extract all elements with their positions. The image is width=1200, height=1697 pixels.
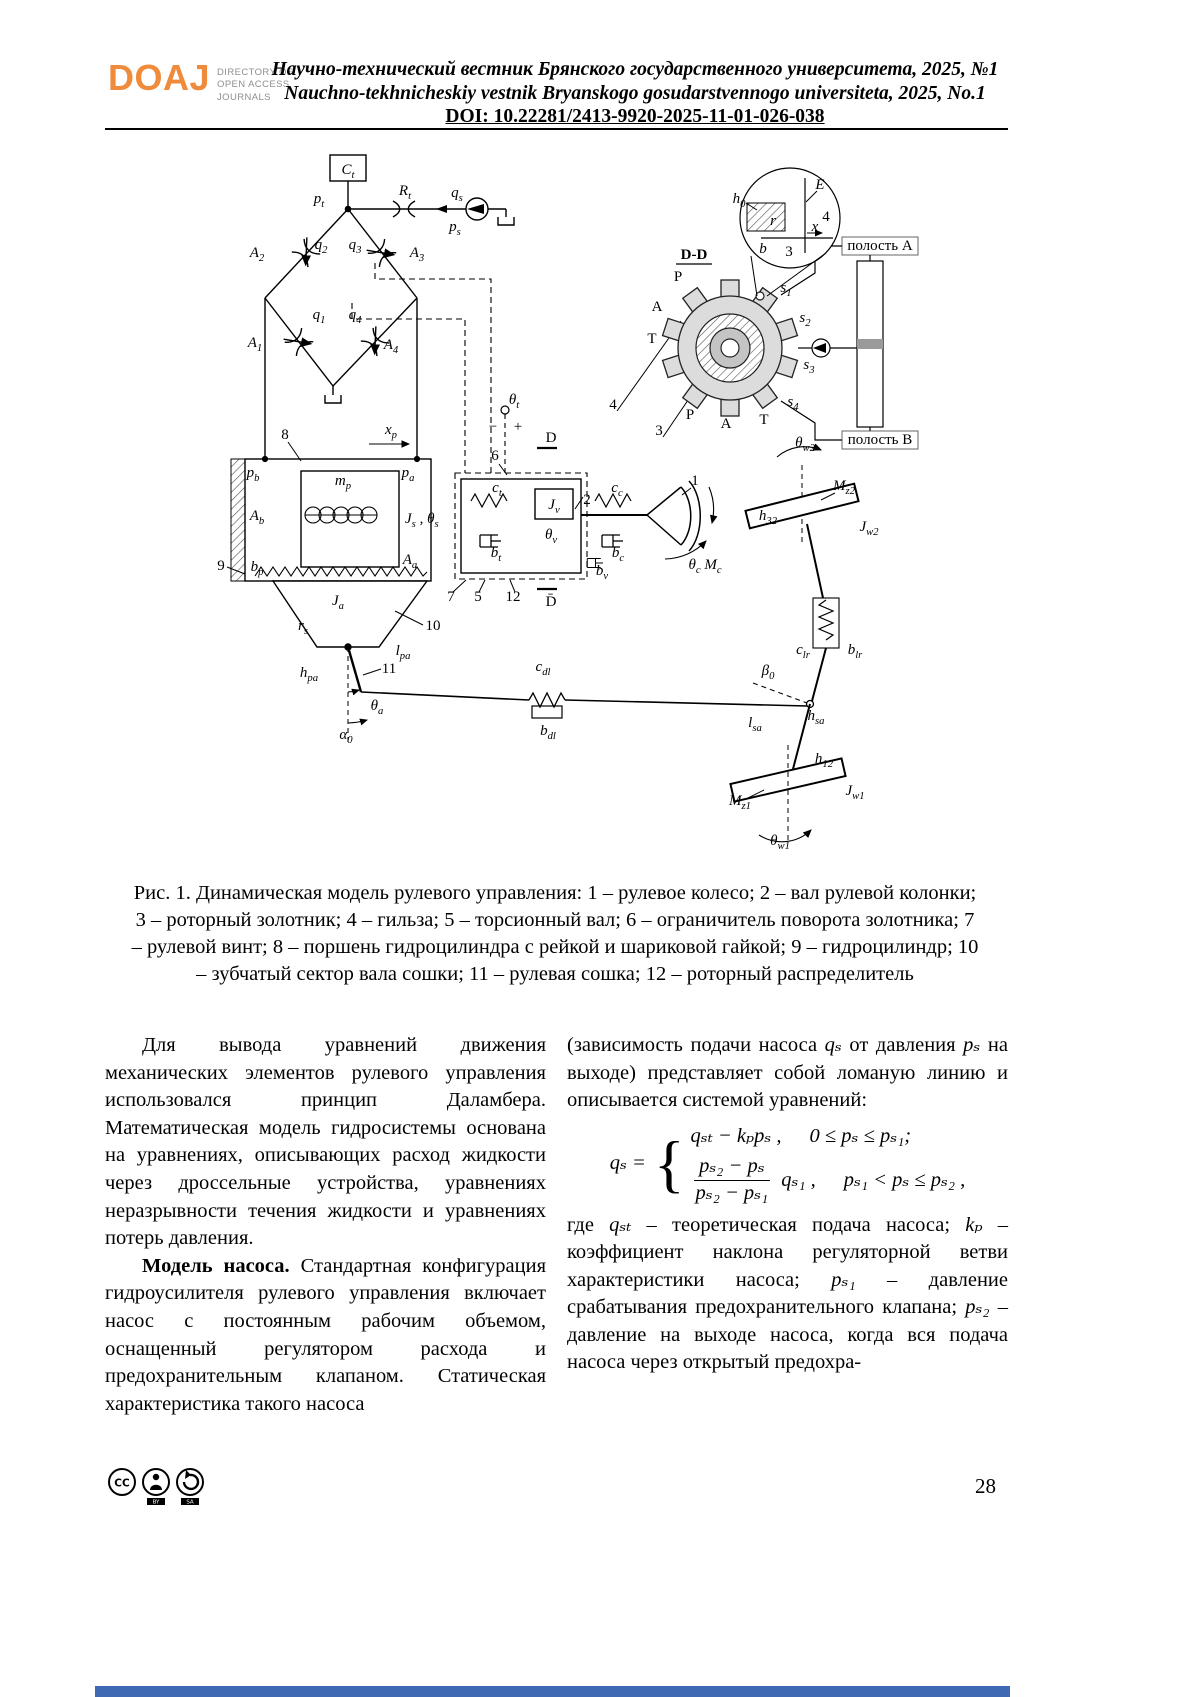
equation-rows [691,1123,966,1206]
figure-label-q3: $q_3$ [348,237,362,256]
math-qs: qₛ [824,1034,842,1056]
figure-caption: Рис. 1. Динамическая модель рулевого управления: 1 – рулевое колесо; 2 – вал рулевой колонки; 3 – роторный золотник; 4 – гильза; 5 – торсионный вал; 6 – ограничитель поворота золотника; 7 – рулевой винт; 8 – поршень гидроцилиндра с рейкой и шариковой гайкой; 9 – гидроцилиндр; 10 – зубчатый сектор вала сошки; 11 – рулевая сошка; 12 – роторный распределитель [131,882,979,985]
steering-wheel [647,481,714,559]
continuation-paragraph [567,1032,1008,1115]
journal-title-translit: Nauchno-tekhnicheskiy vestnik Bryanskogo gosudarstvennogo universiteta, 2025, No.1 [284,82,986,104]
equation-fraction [691,1155,774,1205]
intro-paragraph: Для вывода уравнений движения механических элементов рулевого управления использовался принцип Даламбера. Математическая модель гидросистемы основана на уравнениях, описывающих расход жидкости через дроссельные устройства, уравнениях неразрывности течения жидкости и уравнениях потерь давления. [105,1034,546,1250]
figure-label-q1: $q_1$ [312,307,326,326]
text-run: – коэффициент наклона регуляторной ветви характеристики насоса; [567,1213,1008,1291]
figure-label-s3: $s_3$ [803,357,815,376]
text-run: где [567,1213,610,1236]
figure-label-lP1: P [673,269,683,285]
figure-label-n5: 5 [474,589,482,605]
page-number: 28 [975,1474,996,1498]
figure-label-ct2: $c_t$ [492,480,502,499]
figure-label-lsa: $l_{sa}$ [748,715,762,734]
figure-label-ab: $A_b$ [249,508,265,527]
figure-label-mns: − [488,419,498,435]
figure-label-ps: $p_s$ [449,219,461,238]
figure-label-bt: $b_t$ [490,545,502,564]
figure-label-q4: $q_4$ [348,307,362,326]
figure-label-lP2: P [685,407,695,423]
header-rule [105,128,1008,130]
fraction-denominator: pₛ₂ − pₛ₁ [695,1181,769,1204]
figure-label-n9: 9 [217,558,225,574]
figure-label-thw2: $\theta_{w2}$ [795,435,815,454]
figure-label-h32: $h_{32}$ [758,508,778,527]
sa-label: SA [186,1499,194,1506]
equation-row2-condition: pₛ₁ < pₛ ≤ pₛ₂ , [843,1168,966,1191]
figure-label-lE: E [815,177,825,193]
left-column [105,1032,546,1418]
figure-label-n12: 12 [505,589,521,605]
figure-diagram [105,142,1005,872]
figure-label-mp: $m_p$ [334,473,352,492]
figure-label-q2: $q_2$ [314,237,328,256]
figure-label-lx: x [811,219,819,235]
detail-view [740,168,840,296]
figure-label-s2: $s_2$ [799,310,811,329]
figure-label-thc: $\theta_c$ $M_c$ [688,557,722,576]
figure-label-thw1: $\theta_{w1}$ [770,833,790,852]
equation-row1-condition: 0 ≤ pₛ ≤ pₛ₁; [809,1124,912,1147]
text-run: на выходе) представляет собой ломаную линию и описывается системой уравнений: [567,1034,1008,1112]
figure-label-rs: $r_s$ [298,618,308,637]
pump-model-lead: Модель насоса. [142,1254,290,1277]
figure-label-n7: 7 [447,589,455,605]
cc-label: CC [114,1477,130,1490]
figure-label-lT1: T [647,331,657,347]
figure-label-jsts: $J_s$ , $\theta_s$ [405,511,439,530]
doaj-tagline-line2: OPEN ACCESS [217,79,290,91]
math-kp: kₚ [965,1213,983,1236]
figure-label-cavA: полость А [847,238,913,254]
figure-label-pls: + [513,419,523,435]
figure-label-xp: $x_p$ [385,422,397,441]
figure-label-cdl: $c_{dl}$ [535,659,551,678]
doaj-logo-text: DOAJ [108,57,211,98]
figure-label-dtop: D [545,430,557,446]
figure-label-qs: $q_s$ [451,185,463,204]
figure-label-tha: $\theta_a$ [370,698,384,717]
figure-label-rt: $R_t$ [398,183,412,202]
figure-label-a2: $A_2$ [249,245,265,264]
figure-label-thv: $\theta_v$ [544,527,558,546]
figure-label-cc: $c_c$ [611,480,623,499]
math-qst: qₛₜ [609,1213,632,1236]
road-wheels-linkage [730,447,858,843]
figure-label-ct: $C_t$ [341,162,355,181]
figure-label-h0: $h_0$ [732,191,746,210]
by-label: BY [152,1499,160,1506]
math-ps: pₛ [963,1034,981,1056]
figure-label-bv: $b_v$ [595,563,609,582]
equation-row1-expression: qₛₜ − kₚpₛ , [690,1124,782,1147]
power-cylinder [227,298,431,581]
figure-label-blr: $b_{lr}$ [847,642,863,661]
by-icon [143,1469,169,1495]
figure-label-lA2: A [720,416,732,432]
equation-row2-factor: qₛ₁ , [781,1168,816,1191]
sector-gear-pitman-arm [273,581,427,743]
figure-label-a3: $A_3$ [409,245,425,264]
figure-1 [105,142,1005,872]
text-run: – давление срабатывания предохранительного клапана; [567,1268,1008,1319]
text-run: (зависимость подачи насоса [567,1034,825,1056]
cc-license-badge [106,1466,206,1511]
figure-label-h12: $h_{12}$ [814,751,834,770]
figure-label-clr: $c_{lr}$ [796,642,810,661]
figure-label-bp: $b_p$ [250,559,264,578]
journal-title-ru: Научно-технический вестник Брянского государственного университета, 2025, №1 [271,59,999,80]
math-ps2: pₛ₂ [965,1296,990,1319]
pump-model-text: Стандартная конфигурация гидроусилителя рулевого управления включает насос с постоянным рабочим объемом, оснащенный регулятором расхода и предохранительным клапаном. Статическая характеристика такого насоса [105,1254,547,1415]
fraction-numerator: pₛ₂ − pₛ [694,1155,770,1181]
text-run: от давления [841,1034,964,1056]
figure-label-hsa: $h_{sa}$ [807,708,825,727]
rotor-gear [663,280,798,416]
figure-label-jw2: $J_{w2}$ [859,519,879,538]
figure-label-ja: $J_a$ [332,593,344,612]
figure-label-jv: $J_v$ [548,497,560,516]
figure-label-pb: $p_b$ [246,465,260,484]
figure-label-n11: 11 [381,661,397,677]
bottom-blue-bar [95,1686,1010,1697]
doaj-tagline-line1: DIRECTORY OF [217,67,294,78]
figure-label-n3b: 3 [785,244,793,260]
figure-label-mz2: $M_{z2}$ [833,478,855,497]
figure-label-lT2: T [759,412,769,428]
doaj-tagline-line3: JOURNALS [217,91,271,103]
math-ps1: pₛ₁ [831,1268,856,1291]
figure-label-n8: 8 [281,427,289,443]
figure-label-mz1: $M_{z1}$ [729,793,751,812]
text-run: – давление на выходе насоса, когда вся подача насоса через открытый предохра- [567,1296,1008,1374]
pump-flow-equation [567,1123,1008,1206]
figure-label-n3: 3 [655,423,663,439]
figure-label-lb: b [759,241,767,257]
figure-label-s4: $s_4$ [787,394,799,413]
figure-label-n4: 4 [609,397,617,413]
doi-line: DOI: 10.22281/2413-9920-2025-11-01-026-038 [445,106,825,127]
figure-label-dbot: D̄ [545,594,557,610]
figure-label-bdl: $b_{dl}$ [540,723,556,742]
figure-label-cavB: полость B [847,432,913,448]
figure-label-lA1: A [651,299,663,315]
figure-label-lr2: r [770,213,776,229]
figure-label-jw1: $J_{w1}$ [845,783,865,802]
figure-label-aa: $A_a$ [402,552,418,571]
figure-label-n4b: 4 [822,209,830,225]
right-column [567,1032,1008,1377]
drag-link [361,692,807,718]
equation-row-1 [691,1123,966,1151]
figure-label-hpa: $h_{pa}$ [299,665,319,684]
figure-label-tht: $\theta_t$ [508,392,520,411]
figure-label-pt: $p_t$ [313,191,325,210]
figure-label-a4: $A_4$ [383,337,399,356]
figure-label-pa: $p_a$ [401,465,415,484]
text-run: – теоретическая подача насоса; [631,1213,966,1236]
figure-label-n2: 2 [583,492,591,508]
figure-label-al0: $\alpha_0$ [339,727,353,746]
figure-label-lpa: $l_{pa}$ [395,643,411,662]
figure-label-bc: $b_c$ [611,545,625,564]
equation-brace: { [653,1128,685,1200]
figure-label-n1: 1 [691,473,699,489]
equation-lhs: qₛ = [609,1152,646,1175]
equation-row-2 [691,1155,966,1205]
equation-explanation-paragraph [567,1212,1008,1378]
figure-label-n6: 6 [491,448,499,464]
journal-header [260,58,1010,129]
figure-label-a1: $A_1$ [247,335,263,354]
figure-label-dd: D-D [680,247,708,263]
figure-label-n10: 10 [425,618,441,634]
figure-label-b0: $\beta_0$ [761,663,775,682]
pump-model-paragraph [105,1253,546,1419]
figure-label-s1: $s_1$ [780,280,792,299]
